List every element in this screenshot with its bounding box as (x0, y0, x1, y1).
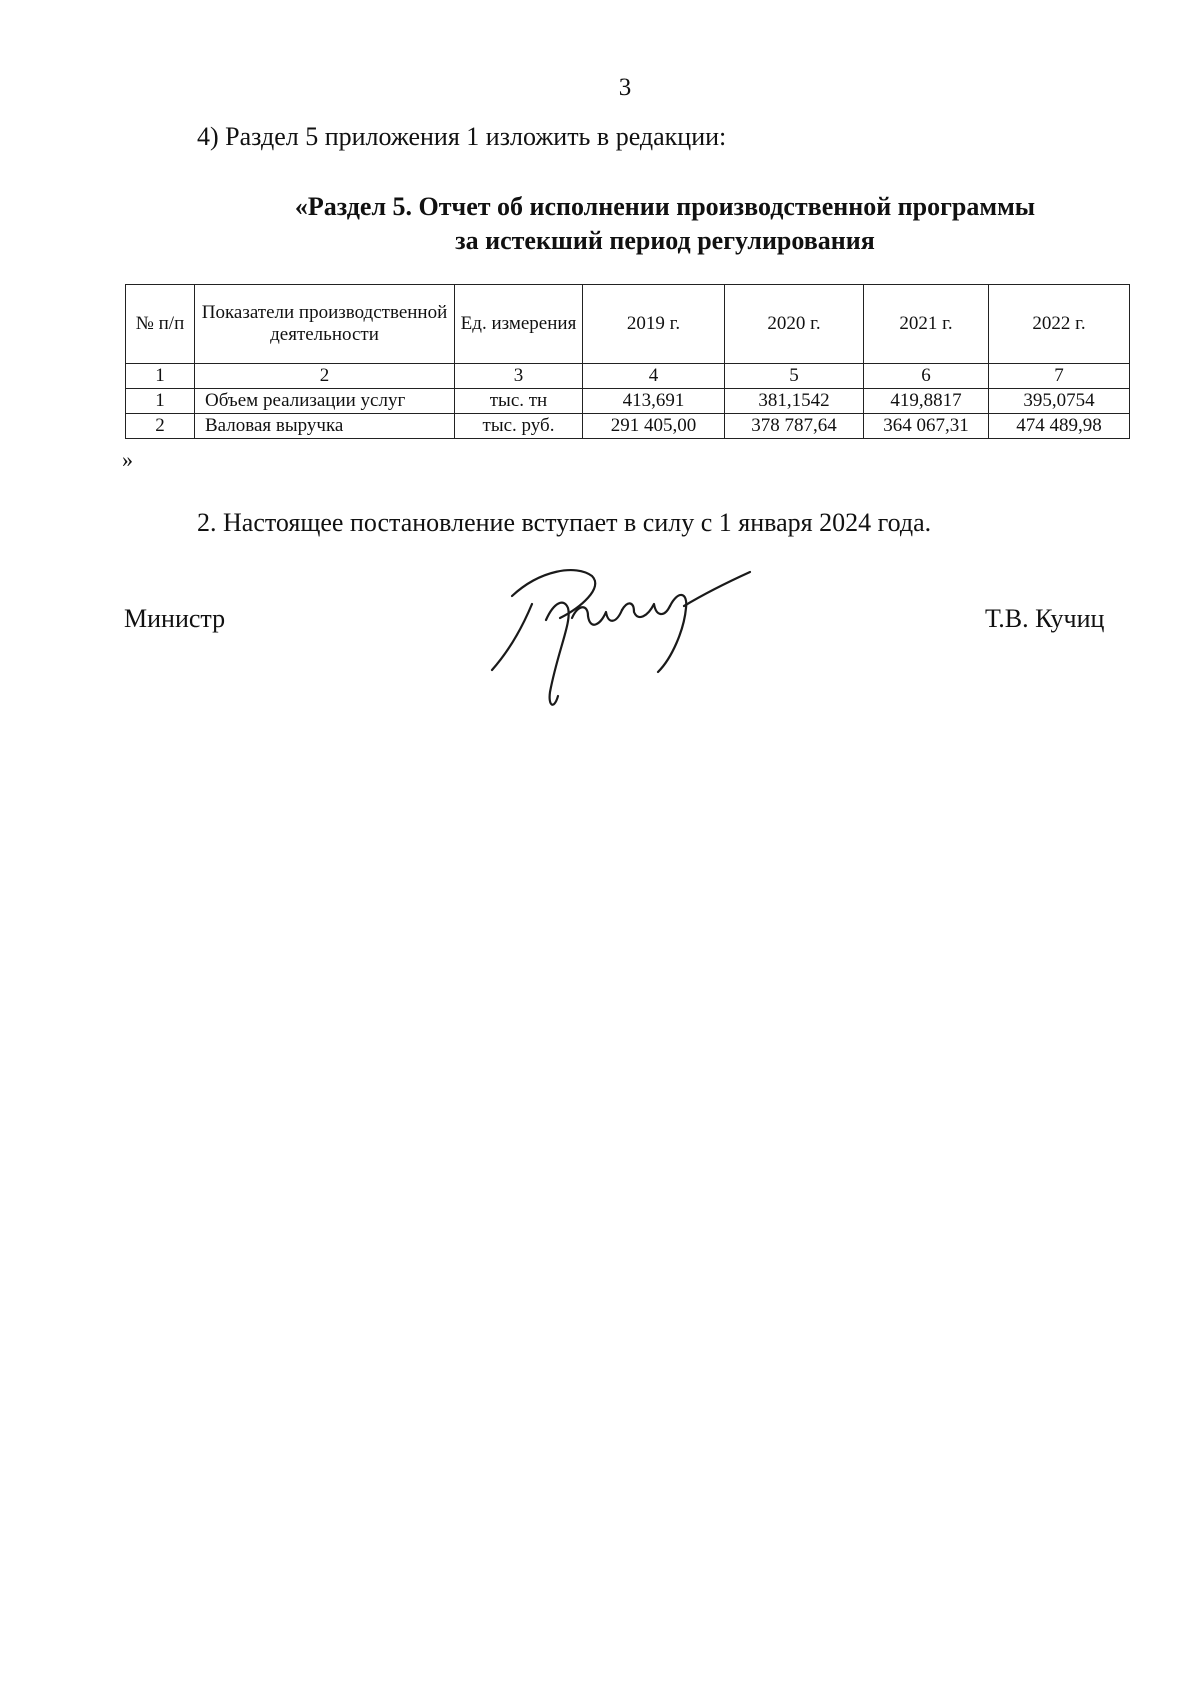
amendment-intro: 4) Раздел 5 приложения 1 изложить в редакции: (197, 122, 727, 151)
table-cell: 474 489,98 (989, 414, 1130, 439)
table-cell: 2 (126, 414, 195, 439)
signatory-position: Министр (124, 604, 226, 633)
column-number-cell: 6 (864, 364, 989, 389)
table-cell: 419,8817 (864, 389, 989, 414)
header-cell: Ед. измерения (455, 285, 583, 364)
table-cell: 381,1542 (725, 389, 864, 414)
signatory-name: Т.В. Кучиц (985, 604, 1105, 633)
column-number-cell: 7 (989, 364, 1130, 389)
section-title (270, 190, 1060, 258)
table-cell: тыс. тн (455, 389, 583, 414)
table-cell: 378 787,64 (725, 414, 864, 439)
section-title-line-2: за истекший период регулирования (455, 226, 875, 255)
report-table (125, 284, 1130, 439)
header-cell: 2019 г. (583, 285, 725, 364)
table-cell: тыс. руб. (455, 414, 583, 439)
column-number-row (126, 364, 1130, 389)
closing-quote: » (122, 447, 133, 472)
table-row (126, 414, 1130, 439)
header-cell: 2020 г. (725, 285, 864, 364)
header-cell: 2021 г. (864, 285, 989, 364)
table-header-row (126, 285, 1130, 364)
table-cell: 1 (126, 389, 195, 414)
table-cell: 364 067,31 (864, 414, 989, 439)
table-cell: 291 405,00 (583, 414, 725, 439)
header-cell: 2022 г. (989, 285, 1130, 364)
header-cell: Показатели производственной деятельности (195, 285, 455, 364)
table-cell: 413,691 (583, 389, 725, 414)
page-number: 3 (618, 74, 632, 101)
handwritten-signature-icon (488, 560, 768, 730)
table-cell: 395,0754 (989, 389, 1130, 414)
table-cell: Объем реализации услуг (195, 389, 455, 414)
column-number-cell: 4 (583, 364, 725, 389)
table-row (126, 389, 1130, 414)
section-title-line-1: «Раздел 5. Отчет об исполнении производственной программы (294, 192, 1036, 221)
column-number-cell: 1 (126, 364, 195, 389)
column-number-cell: 5 (725, 364, 864, 389)
column-number-cell: 3 (455, 364, 583, 389)
column-number-cell: 2 (195, 364, 455, 389)
header-cell: № п/п (126, 285, 195, 364)
table-cell: Валовая выручка (195, 414, 455, 439)
clause-2: 2. Настоящее постановление вступает в силу с 1 января 2024 года. (197, 508, 932, 537)
